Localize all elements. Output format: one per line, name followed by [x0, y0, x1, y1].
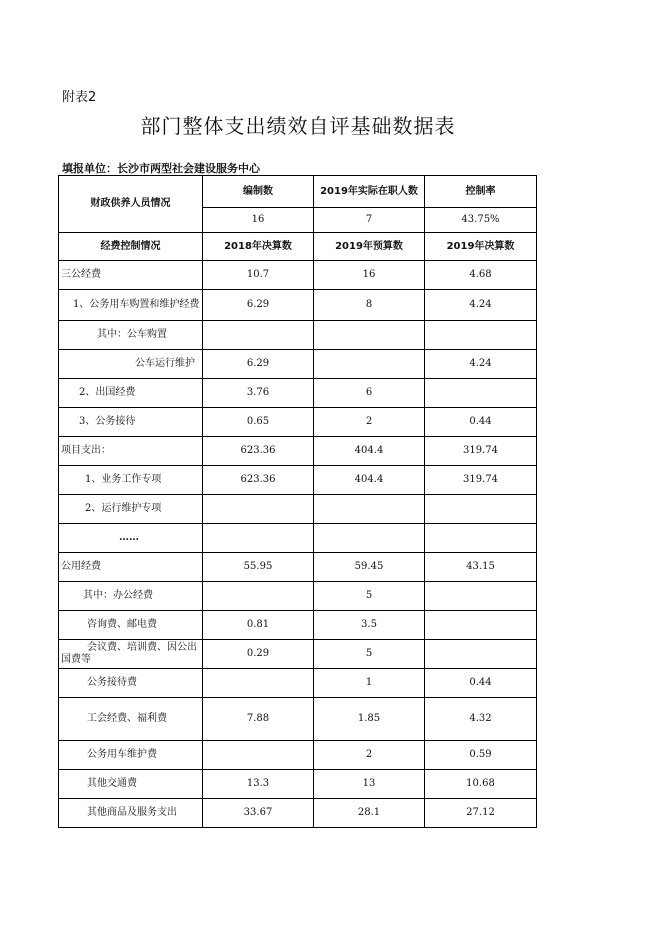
- row-value: [314, 350, 425, 379]
- row-value: 319.74: [425, 466, 537, 495]
- row-value: 1: [314, 669, 425, 698]
- row-value: [203, 582, 314, 611]
- row-label: ……: [59, 524, 203, 553]
- table-row: [59, 290, 537, 321]
- row-value: 623.36: [203, 466, 314, 495]
- row-value: [203, 524, 314, 553]
- row-value: 3.76: [203, 379, 314, 408]
- row-value: [314, 321, 425, 350]
- table-row: [59, 669, 537, 698]
- row-value: 7.88: [203, 698, 314, 741]
- row-value: [314, 495, 425, 524]
- row-value: 6: [314, 379, 425, 408]
- table-row: [59, 350, 537, 379]
- row-value: 623.36: [203, 437, 314, 466]
- reporting-unit: 填报单位：长沙市两型社会建设服务中心: [62, 162, 260, 175]
- row-value: [425, 611, 537, 640]
- row-value: 59.45: [314, 553, 425, 582]
- row-value: [203, 321, 314, 350]
- row-value: 4.24: [425, 350, 537, 379]
- table-row: [59, 553, 537, 582]
- expense-header-row: [59, 233, 537, 261]
- row-value: 0.44: [425, 669, 537, 698]
- row-value: [425, 495, 537, 524]
- row-label: 项目支出：: [59, 437, 203, 466]
- expense-header-cell: 经费控制情况: [59, 233, 203, 261]
- row-label: 其中：办公经费: [59, 582, 203, 611]
- row-value: 55.95: [203, 553, 314, 582]
- row-value: 13: [314, 770, 425, 799]
- row-value: 2: [314, 741, 425, 770]
- row-value: 0.44: [425, 408, 537, 437]
- row-value: 10.7: [203, 261, 314, 290]
- row-value: 404.4: [314, 466, 425, 495]
- row-label: 公车运行维护: [59, 350, 203, 379]
- row-value: 27.12: [425, 799, 537, 828]
- row-value: 8: [314, 290, 425, 321]
- table-row: [59, 261, 537, 290]
- row-value: 6.29: [203, 350, 314, 379]
- table-row: [59, 321, 537, 350]
- table-row: [59, 611, 537, 640]
- table-row: [59, 799, 537, 828]
- row-label: 其他交通费: [59, 770, 203, 799]
- expense-header-cell: 2018年决算数: [203, 233, 314, 261]
- row-value: 10.68: [425, 770, 537, 799]
- appendix-label: 附表2: [62, 90, 97, 105]
- row-value: [314, 524, 425, 553]
- row-value: 5: [314, 640, 425, 669]
- row-label: 工会经费、福利费: [59, 698, 203, 741]
- row-value: 5: [314, 582, 425, 611]
- staff-value-cell: 16: [203, 208, 314, 233]
- row-value: 319.74: [425, 437, 537, 466]
- row-value: 13.3: [203, 770, 314, 799]
- row-value: 3.5: [314, 611, 425, 640]
- staff-value-cell: 7: [314, 208, 425, 233]
- row-label: 会议费、培训费、因公出国费等: [59, 640, 203, 669]
- table-row: [59, 698, 537, 741]
- row-value: 0.81: [203, 611, 314, 640]
- row-value: 28.1: [314, 799, 425, 828]
- row-value: [203, 669, 314, 698]
- table-row: [59, 379, 537, 408]
- row-value: 6.29: [203, 290, 314, 321]
- staff-value-cell: 43.75%: [425, 208, 537, 233]
- row-label: 公务用车维护费: [59, 741, 203, 770]
- row-value: [425, 321, 537, 350]
- table-row: [59, 408, 537, 437]
- row-value: 16: [314, 261, 425, 290]
- row-value: 4.68: [425, 261, 537, 290]
- row-value: 0.59: [425, 741, 537, 770]
- row-label: 3、公务接待: [59, 408, 203, 437]
- row-label: 其中：公车购置: [59, 321, 203, 350]
- staff-label: 财政供养人员情况: [59, 176, 203, 233]
- row-value: [425, 640, 537, 669]
- row-value: [203, 495, 314, 524]
- row-value: 404.4: [314, 437, 425, 466]
- row-label: 公务接待费: [59, 669, 203, 698]
- row-label: 咨询费、邮电费: [59, 611, 203, 640]
- expense-header-cell: 2019年决算数: [425, 233, 537, 261]
- row-value: 0.29: [203, 640, 314, 669]
- row-label: 公用经费: [59, 553, 203, 582]
- row-label: 1、业务工作专项: [59, 466, 203, 495]
- row-value: 4.24: [425, 290, 537, 321]
- staff-header-cell: 编制数: [203, 176, 314, 208]
- row-value: [203, 741, 314, 770]
- row-value: 2: [314, 408, 425, 437]
- table-row: [59, 640, 537, 669]
- expense-header-cell: 2019年预算数: [314, 233, 425, 261]
- row-label: 2、出国经费: [59, 379, 203, 408]
- table-row: [59, 437, 537, 466]
- row-value: [425, 379, 537, 408]
- row-value: [425, 524, 537, 553]
- row-value: 0.65: [203, 408, 314, 437]
- table-row: [59, 770, 537, 799]
- staff-header-cell: 2019年实际在职人数: [314, 176, 425, 208]
- table-row: [59, 741, 537, 770]
- page-title: 部门整体支出绩效自评基础数据表: [140, 114, 456, 138]
- row-value: [425, 582, 537, 611]
- row-label: 三公经费: [59, 261, 203, 290]
- table-row: [59, 466, 537, 495]
- table-row: [59, 524, 537, 553]
- row-label: 2、运行维护专项: [59, 495, 203, 524]
- data-table: [58, 175, 537, 828]
- row-label: 1、公务用车购置和维护经费: [59, 290, 203, 321]
- table-row: [59, 495, 537, 524]
- row-value: 4.32: [425, 698, 537, 741]
- row-value: 43.15: [425, 553, 537, 582]
- staff-header-row: [59, 176, 537, 208]
- table-row: [59, 582, 537, 611]
- row-value: 33.67: [203, 799, 314, 828]
- staff-header-cell: 控制率: [425, 176, 537, 208]
- row-value: 1.85: [314, 698, 425, 741]
- row-label: 其他商品及服务支出: [59, 799, 203, 828]
